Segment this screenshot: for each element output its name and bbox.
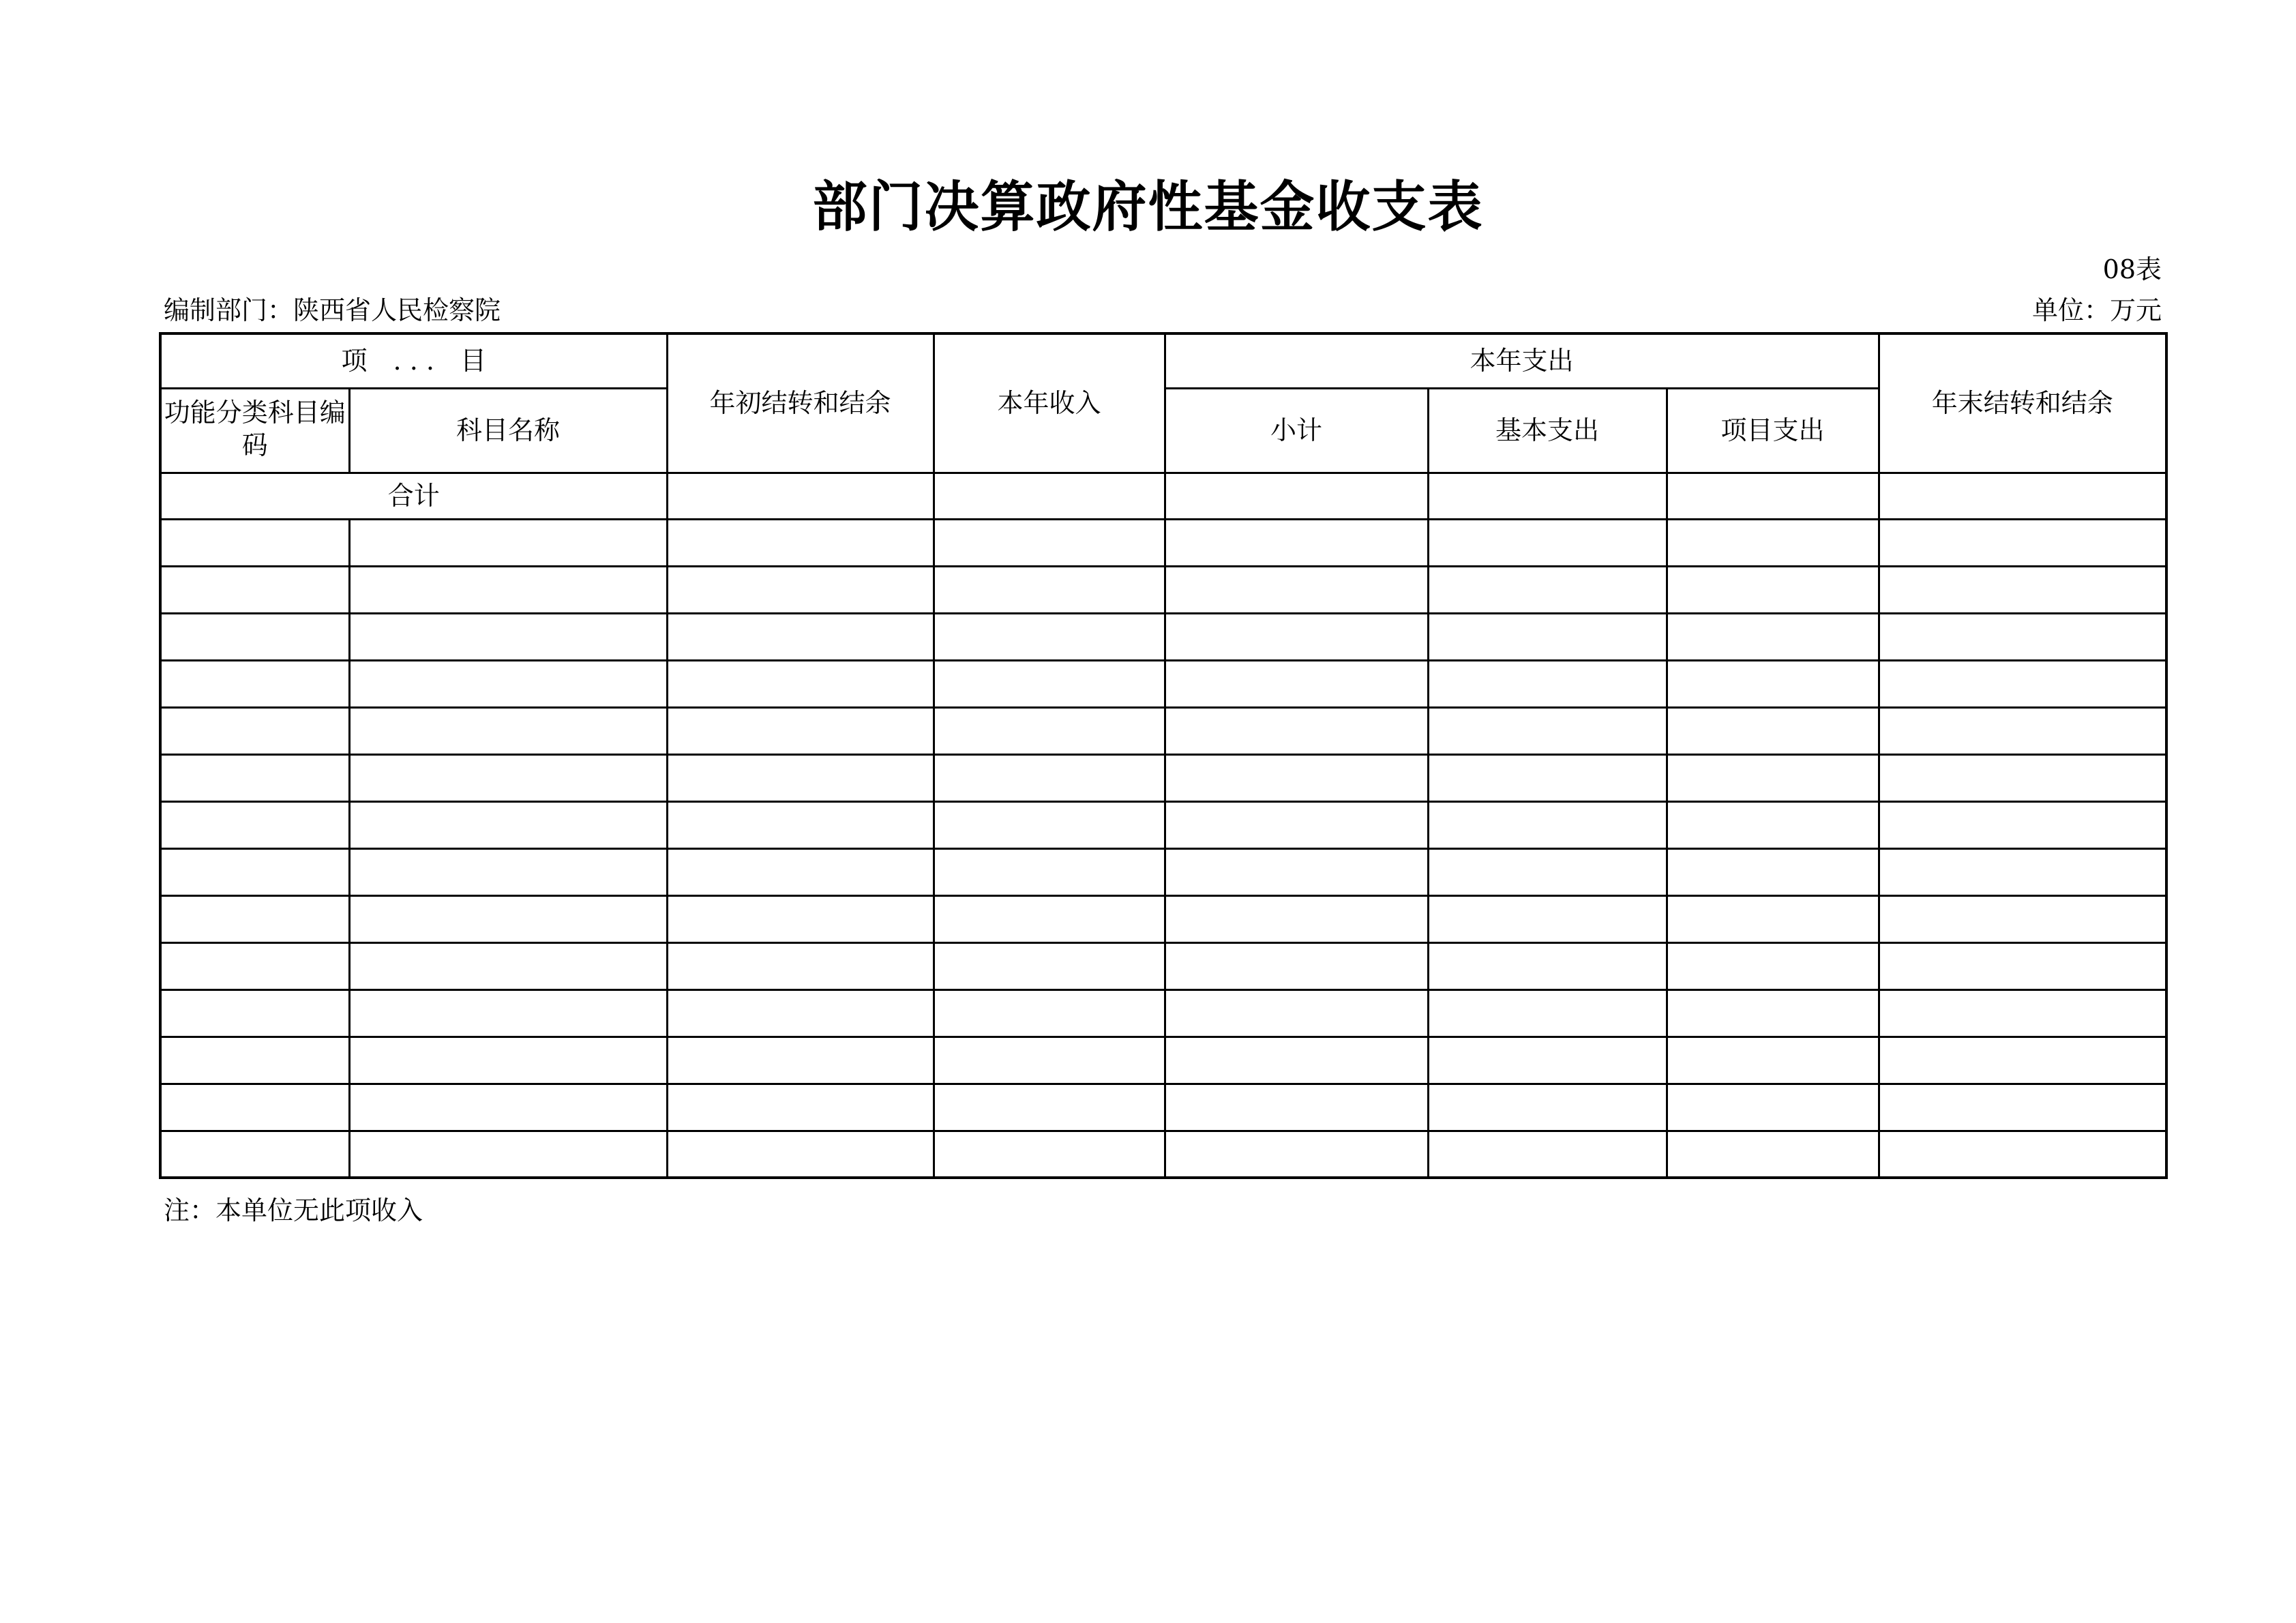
- table-cell: [667, 1131, 934, 1178]
- total-label: 合计: [160, 473, 667, 519]
- table-cell: [1428, 848, 1667, 895]
- table-cell: [160, 660, 349, 707]
- table-cell: [1428, 942, 1667, 989]
- table-cell: [1165, 1131, 1428, 1178]
- table-cell: [1879, 707, 2166, 754]
- table-cell: [934, 1037, 1165, 1084]
- table-cell: [1165, 519, 1428, 566]
- table-row: [160, 848, 2166, 895]
- table-cell: [349, 613, 667, 660]
- header-project-expenditure: 项目支出: [1667, 388, 1879, 473]
- table-cell: [934, 1131, 1165, 1178]
- table-cell: [160, 848, 349, 895]
- table-cell: [1879, 613, 2166, 660]
- header-subject-name: 科目名称: [349, 388, 667, 473]
- table-row: [160, 519, 2166, 566]
- table-cell: [1879, 1131, 2166, 1178]
- table-cell: [1428, 566, 1667, 613]
- table-cell: [349, 989, 667, 1037]
- table-cell: [1428, 801, 1667, 848]
- table-cell: [1428, 895, 1667, 942]
- table-cell: [160, 707, 349, 754]
- table-cell: [667, 707, 934, 754]
- table-cell: [1428, 707, 1667, 754]
- header-row: [160, 333, 2166, 388]
- table-row: [160, 989, 2166, 1037]
- table-cell: [934, 613, 1165, 660]
- unit-label: 单位：万元: [2031, 295, 2162, 325]
- table-cell: [934, 660, 1165, 707]
- table-cell: [160, 754, 349, 801]
- table-cell: [667, 895, 934, 942]
- table-cell: [1667, 801, 1879, 848]
- table-cell: [1428, 989, 1667, 1037]
- table-cell: [1165, 1084, 1428, 1131]
- table-row: [160, 1037, 2166, 1084]
- table-row: [160, 895, 2166, 942]
- table-cell: [349, 1084, 667, 1131]
- table-cell: [1165, 1037, 1428, 1084]
- header-item: 项 . . . 目: [160, 333, 667, 388]
- table-cell: [934, 707, 1165, 754]
- table-row: [160, 566, 2166, 613]
- table-cell: [934, 942, 1165, 989]
- table-cell: [160, 566, 349, 613]
- table-cell: [160, 1084, 349, 1131]
- table-cell: [1667, 1084, 1879, 1131]
- table-cell: [667, 754, 934, 801]
- table-cell: [667, 1084, 934, 1131]
- table-cell: [1667, 660, 1879, 707]
- table-cell: [1667, 613, 1879, 660]
- table-cell: [1879, 848, 2166, 895]
- header-ending-balance: 年末结转和结余: [1879, 333, 2166, 473]
- table-row: [160, 1084, 2166, 1131]
- table-cell: [1667, 707, 1879, 754]
- table-cell: [1165, 566, 1428, 613]
- table-cell: [667, 613, 934, 660]
- table-cell: [1428, 1084, 1667, 1131]
- table-cell: [1165, 942, 1428, 989]
- table-cell: [1428, 660, 1667, 707]
- table-cell: [1879, 1084, 2166, 1131]
- table-cell: [1165, 989, 1428, 1037]
- table-cell: [934, 1084, 1165, 1131]
- table-cell: [1428, 473, 1667, 519]
- table-cell: [667, 848, 934, 895]
- header-subtotal: 小计: [1165, 388, 1428, 473]
- table-cell: [1879, 1037, 2166, 1084]
- table-cell: [1667, 1037, 1879, 1084]
- header-function-code: 功能分类科目编码: [160, 388, 349, 473]
- table-cell: [1428, 613, 1667, 660]
- table-cell: [1667, 754, 1879, 801]
- table-cell: [160, 801, 349, 848]
- footnote: 注：本单位无此项收入: [164, 1195, 423, 1225]
- table-cell: [349, 754, 667, 801]
- table-cell: [1667, 566, 1879, 613]
- table-cell: [1165, 895, 1428, 942]
- table-cell: [667, 989, 934, 1037]
- table-cell: [349, 942, 667, 989]
- fund-income-expenditure-table: [159, 332, 2168, 1179]
- table-row: [160, 801, 2166, 848]
- table-cell: [667, 1037, 934, 1084]
- table-cell: [1165, 660, 1428, 707]
- table-cell: [934, 754, 1165, 801]
- table-cell: [349, 707, 667, 754]
- table-cell: [1879, 895, 2166, 942]
- table-cell: [160, 1131, 349, 1178]
- header-current-expenditure: 本年支出: [1165, 333, 1879, 388]
- table-row: [160, 754, 2166, 801]
- table-cell: [667, 519, 934, 566]
- table-cell: [1667, 848, 1879, 895]
- table-cell: [1667, 473, 1879, 519]
- table-cell: [934, 566, 1165, 613]
- table-row: [160, 660, 2166, 707]
- table-cell: [1667, 989, 1879, 1037]
- table-cell: [1667, 519, 1879, 566]
- table-row: [160, 942, 2166, 989]
- table-cell: [667, 473, 934, 519]
- table-cell: [349, 801, 667, 848]
- table-cell: [349, 660, 667, 707]
- table-row: [160, 613, 2166, 660]
- table-cell: [1165, 848, 1428, 895]
- table-cell: [160, 942, 349, 989]
- table-cell: [934, 801, 1165, 848]
- table-cell: [160, 1037, 349, 1084]
- table-cell: [1165, 473, 1428, 519]
- table-cell: [667, 942, 934, 989]
- table-cell: [934, 848, 1165, 895]
- table-cell: [160, 613, 349, 660]
- table-cell: [349, 519, 667, 566]
- header-basic-expenditure: 基本支出: [1428, 388, 1667, 473]
- table-cell: [349, 566, 667, 613]
- page-title: 部门决算政府性基金收支表: [812, 175, 1484, 239]
- prepared-by-department: 编制部门：陕西省人民检察院: [164, 295, 501, 325]
- table-cell: [1165, 801, 1428, 848]
- table-cell: [934, 895, 1165, 942]
- table-cell: [160, 989, 349, 1037]
- table-cell: [160, 895, 349, 942]
- header-current-income: 本年收入: [934, 333, 1165, 473]
- table-cell: [1879, 660, 2166, 707]
- table-cell: [1879, 989, 2166, 1037]
- table-cell: [1165, 707, 1428, 754]
- table-cell: [1879, 519, 2166, 566]
- table-cell: [160, 519, 349, 566]
- table-cell: [1667, 942, 1879, 989]
- table-cell: [1667, 1131, 1879, 1178]
- table-cell: [1879, 473, 2166, 519]
- table-cell: [349, 848, 667, 895]
- table-cell: [1879, 942, 2166, 989]
- table-row: [160, 707, 2166, 754]
- table-cell: [667, 566, 934, 613]
- table-cell: [934, 519, 1165, 566]
- total-row: [160, 473, 2166, 519]
- table-row: [160, 1131, 2166, 1178]
- table-cell: [1428, 1131, 1667, 1178]
- table-cell: [349, 1131, 667, 1178]
- table-cell: [1428, 754, 1667, 801]
- table-cell: [1165, 613, 1428, 660]
- table-cell: [934, 473, 1165, 519]
- table-cell: [1879, 801, 2166, 848]
- table-cell: [667, 660, 934, 707]
- table-cell: [1428, 519, 1667, 566]
- table-cell: [1667, 895, 1879, 942]
- table-cell: [1165, 754, 1428, 801]
- table-cell: [349, 1037, 667, 1084]
- header-beginning-balance: 年初结转和结余: [667, 333, 934, 473]
- table-cell: [1428, 1037, 1667, 1084]
- table-cell: [934, 989, 1165, 1037]
- table-cell: [349, 895, 667, 942]
- table-cell: [1879, 754, 2166, 801]
- table-code: 08表: [2102, 254, 2162, 284]
- table-cell: [667, 801, 934, 848]
- table-cell: [1879, 566, 2166, 613]
